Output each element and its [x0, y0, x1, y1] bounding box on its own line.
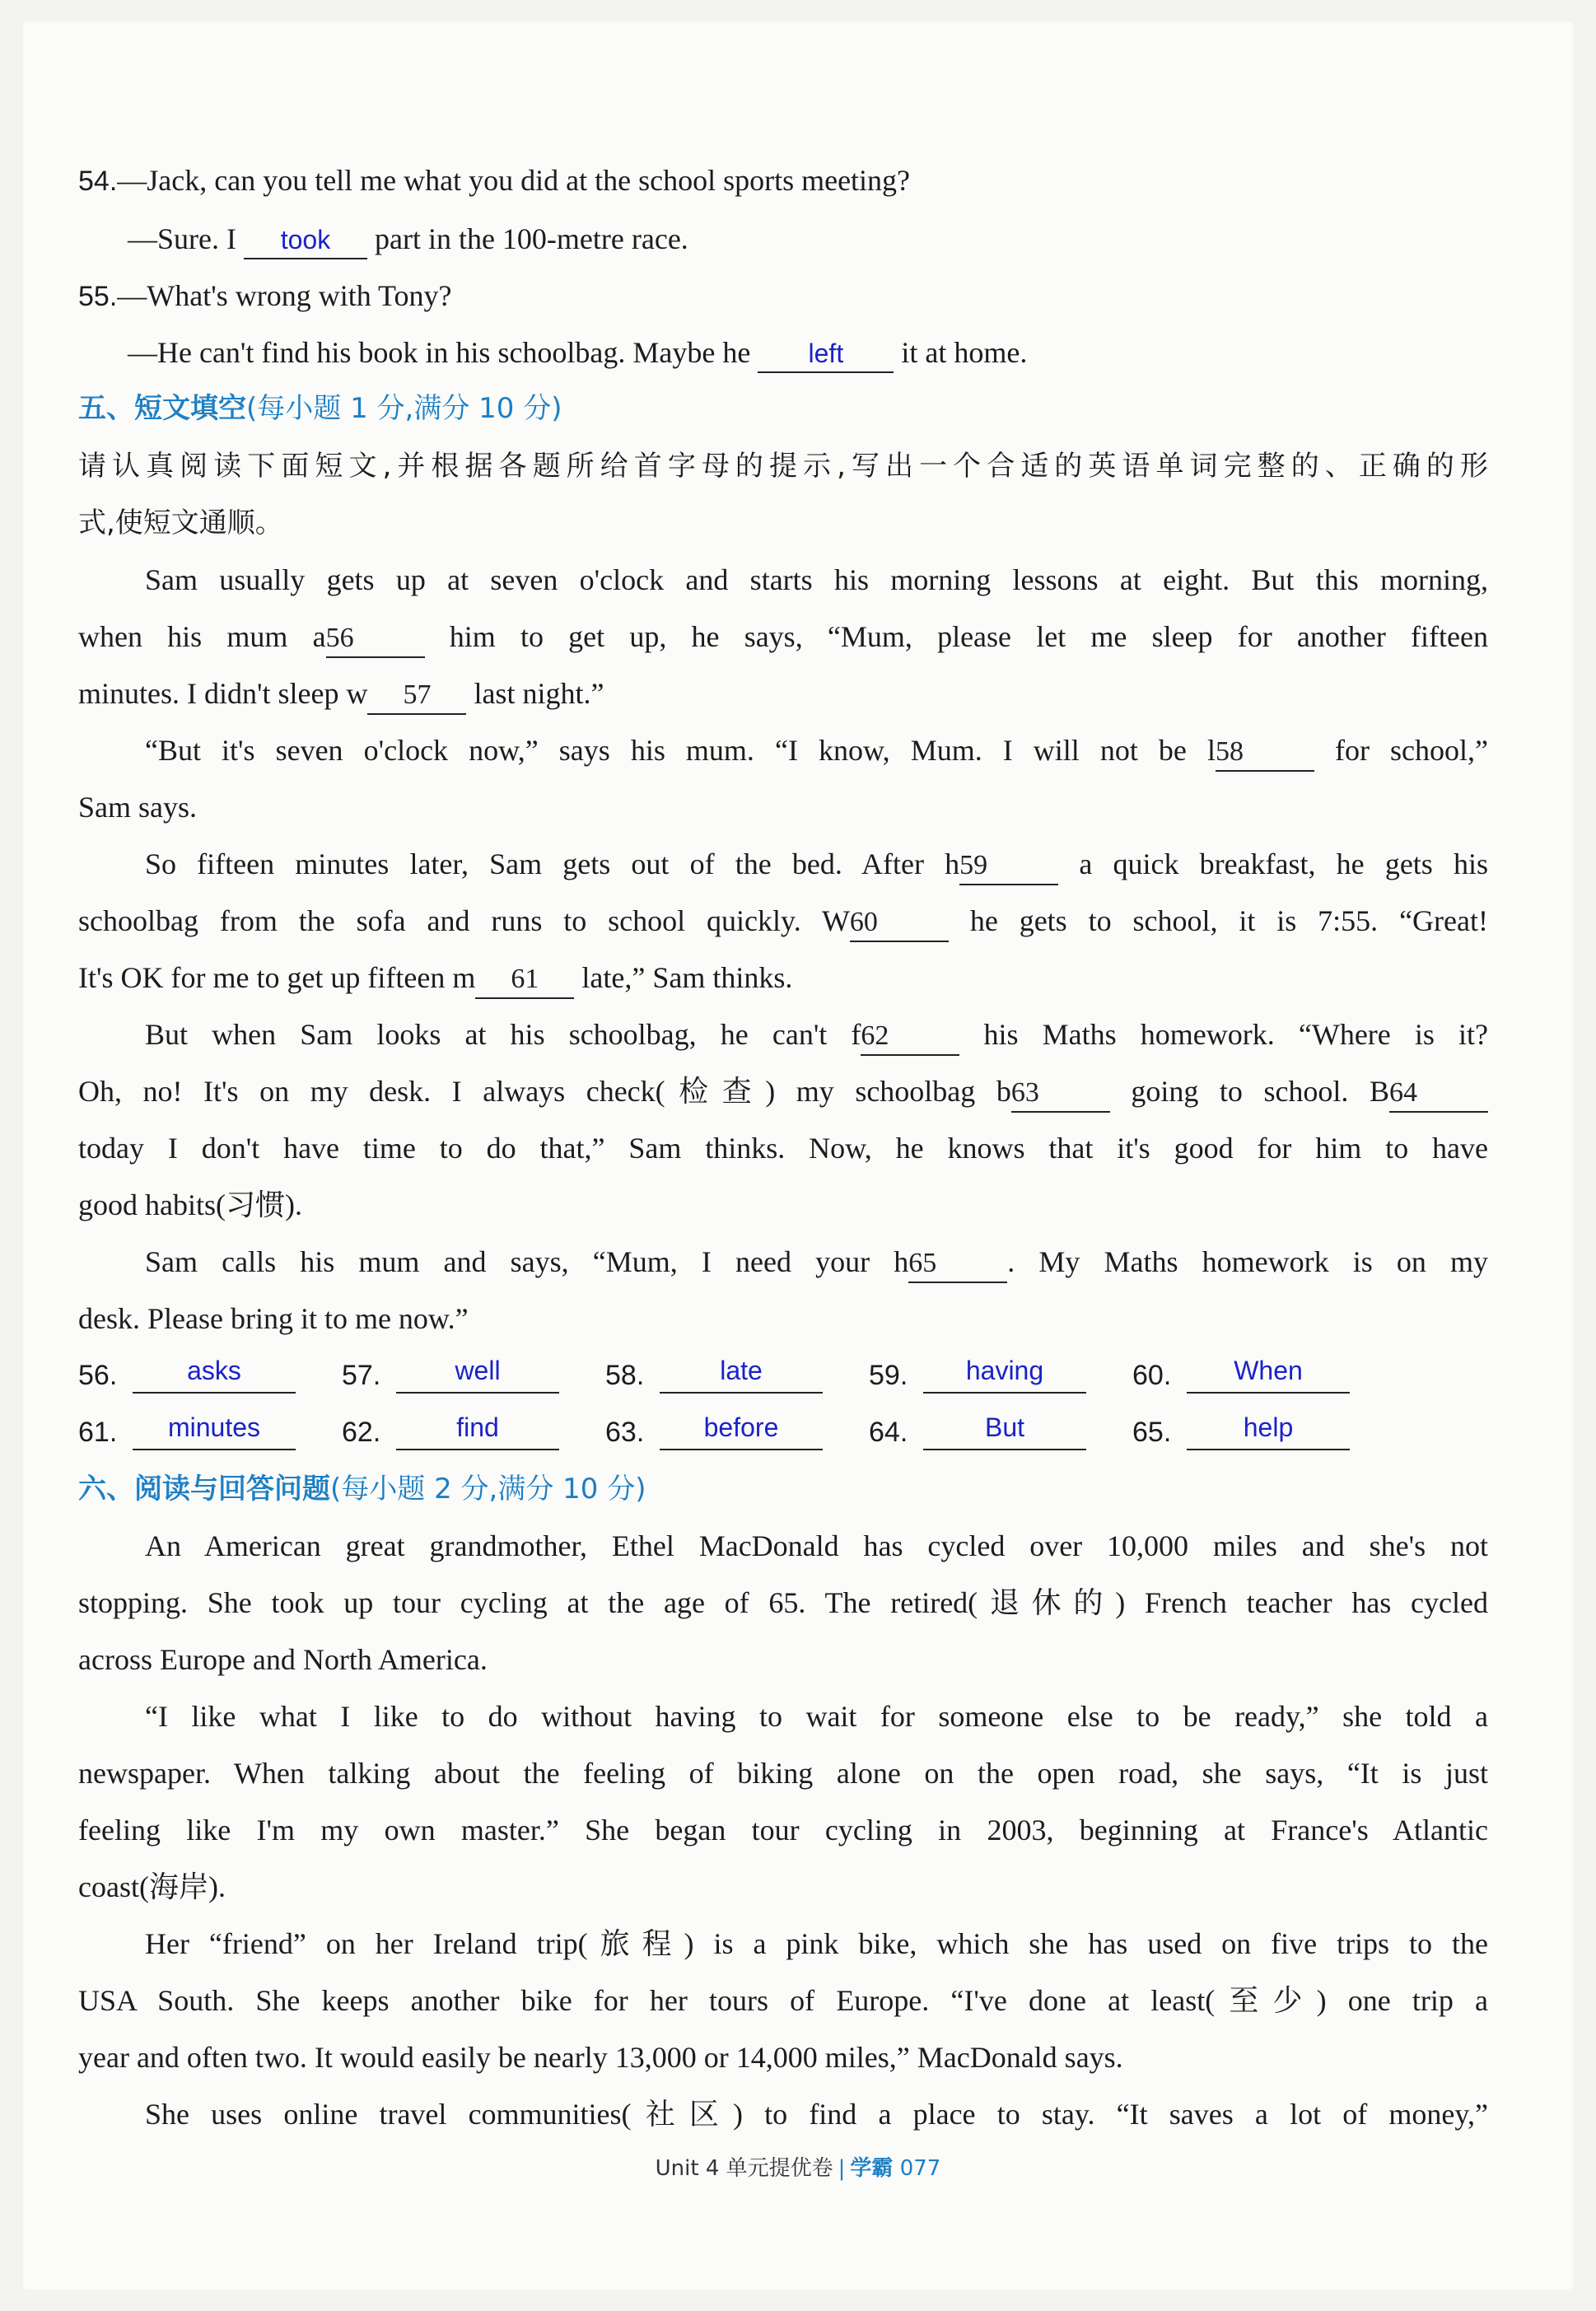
answer-suffix: it at home.: [894, 336, 1028, 369]
reading-line: Her “friend” on her Ireland trip(旅程) is a pink bike, which she has used on five trips to the: [145, 1927, 1488, 1960]
answer-field-64[interactable]: But: [923, 1411, 1086, 1450]
answer-field-61[interactable]: minutes: [133, 1411, 296, 1450]
reading-line: coast(海岸).: [78, 1870, 226, 1903]
blank-63[interactable]: 63: [1011, 1075, 1110, 1113]
question-text: —Jack, can you tell me what you did at the school sports meeting?: [117, 164, 911, 197]
answer-field-56[interactable]: asks: [133, 1354, 296, 1394]
section-scoring: (每小题 1 分,满分 10 分): [246, 392, 562, 425]
footer-unit: Unit 4 单元提优卷: [655, 2156, 833, 2181]
answer-item: 61. minutes: [78, 1404, 117, 1461]
blank-59[interactable]: 59: [959, 847, 1058, 885]
blank-61[interactable]: 61: [475, 961, 574, 999]
question-text: —What's wrong with Tony?: [117, 279, 452, 312]
blank-57[interactable]: 57: [367, 677, 466, 715]
section-title: 六、阅读与回答问题: [78, 1473, 330, 1506]
reading-line: She uses online travel communities(社区) to find a place to stay. “It saves a lot of money,”: [145, 2098, 1488, 2131]
reading-line: USA South. She keeps another bike for her tours of Europe. “I've done at least(至少) one trip a: [78, 1984, 1488, 2017]
section-5-instruction: 请认真阅读下面短文,并根据各题所给首字母的提示,写出一个合适的英语单词完整的、正确的形: [78, 450, 1488, 483]
section-scoring: (每小题 2 分,满分 10 分): [330, 1473, 646, 1506]
passage-line: So fifteen minutes later, Sam gets out of the bed. After h59 a quick breakfast, he gets his: [145, 836, 1488, 893]
answer-item: 57. well: [342, 1347, 380, 1404]
answer-item: 58. late: [605, 1347, 644, 1404]
passage-line: today I don't have time to do that,” Sam thinks. Now, he knows that it's good for him to have: [78, 1132, 1488, 1165]
question-number: 54.: [78, 166, 118, 197]
footer-divider: |: [838, 2156, 846, 2181]
answer-item: 59. having: [869, 1347, 908, 1404]
question-54-line1: [78, 152, 1488, 209]
footer-brand: 学霸: [850, 2156, 894, 2181]
passage-line: “But it's seven o'clock now,” says his mum. “I know, Mum. I will not be l58 for school,”: [145, 722, 1488, 779]
blank-56[interactable]: 56: [326, 620, 425, 658]
answer-item: 64. But: [869, 1404, 908, 1461]
question-number: 55.: [78, 281, 118, 312]
section-title: 五、短文填空: [78, 392, 246, 425]
blank-60[interactable]: 60: [850, 904, 949, 942]
reading-line: An American great grandmother, Ethel MacDonald has cycled over 10,000 miles and she's not: [145, 1529, 1488, 1562]
answer-row-2: [78, 1404, 1488, 1461]
answer-prefix: —Sure. I: [128, 222, 244, 255]
answer-suffix: part in the 100-metre race.: [366, 222, 688, 255]
answer-field-65[interactable]: help: [1187, 1411, 1350, 1450]
answer-item: 60. When: [1132, 1347, 1171, 1404]
answer-field-57[interactable]: well: [396, 1354, 559, 1394]
passage-line: desk. Please bring it to me now.”: [78, 1302, 469, 1335]
answer-field-60[interactable]: When: [1187, 1354, 1350, 1394]
answer-item: 63. before: [605, 1404, 644, 1461]
blank-64[interactable]: 64: [1389, 1075, 1488, 1113]
passage-line: minutes. I didn't sleep w 57 last night.”: [78, 665, 1488, 722]
answer-field-62[interactable]: find: [396, 1411, 559, 1450]
section-5-heading: [78, 380, 1488, 437]
question-55-line1: [78, 268, 1488, 324]
reading-line: newspaper. When talking about the feeling of biking alone on the open road, she says, “It is just: [78, 1757, 1488, 1790]
passage-line: Oh, no! It's on my desk. I always check(检查) my schoolbag b63 going to school. B64: [78, 1063, 1488, 1120]
answer-field-63[interactable]: before: [660, 1411, 823, 1450]
answer-prefix: —He can't find his book in his schoolbag. Maybe he: [128, 336, 758, 369]
blank-65[interactable]: 65: [908, 1245, 1007, 1283]
passage-line: good habits(习惯).: [78, 1188, 302, 1221]
question-54-line2: [128, 211, 1538, 268]
answer-blank-55[interactable]: left: [758, 335, 894, 373]
page-number: 077: [899, 2156, 941, 2181]
reading-line: year and often two. It would easily be nearly 13,000 or 14,000 miles,” MacDonald says.: [78, 2041, 1123, 2074]
reading-line: stopping. She took up tour cycling at the age of 65. The retired(退休的) French teacher has cycled: [78, 1586, 1488, 1619]
answer-field-59[interactable]: having: [923, 1354, 1086, 1394]
reading-line: feeling like I'm my own master.” She began tour cycling in 2003, beginning at France's Atlantic: [78, 1814, 1488, 1846]
answer-item: 65. help: [1132, 1404, 1171, 1461]
answer-blank-54[interactable]: took: [244, 222, 367, 259]
answer-item: 62. find: [342, 1404, 380, 1461]
blank-58[interactable]: 58: [1216, 734, 1314, 772]
reading-line: “I like what I like to do without having to wait for someone else to be ready,” she told a: [145, 1700, 1488, 1733]
section-5-instruction-end: 式,使短文通顺。: [78, 507, 283, 539]
page-footer: [0, 2151, 1596, 2182]
passage-line: Sam usually gets up at seven o'clock and starts his morning lessons at eight. But this morning,: [145, 563, 1488, 596]
answer-field-58[interactable]: late: [660, 1354, 823, 1394]
passage-line: Sam calls his mum and says, “Mum, I need your h65 . My Maths homework is on my: [145, 1234, 1488, 1291]
passage-line: It's OK for me to get up fifteen m 61 late,” Sam thinks.: [78, 950, 1488, 1006]
passage-line: schoolbag from the sofa and runs to school quickly. W60 he gets to school, it is 7:55. “Great!: [78, 893, 1488, 950]
answer-row-1: [78, 1347, 1488, 1404]
passage-line: when his mum a56 him to get up, he says, “Mum, please let me sleep for another fifteen: [78, 609, 1488, 665]
reading-line: across Europe and North America.: [78, 1643, 488, 1676]
answer-item: 56. asks: [78, 1347, 117, 1404]
question-55-line2: [128, 324, 1538, 381]
passage-line: Sam says.: [78, 791, 197, 824]
passage-line: But when Sam looks at his schoolbag, he can't f62 his Maths homework. “Where is it?: [145, 1006, 1488, 1063]
section-6-heading: [78, 1461, 1488, 1518]
blank-62[interactable]: 62: [861, 1018, 959, 1056]
